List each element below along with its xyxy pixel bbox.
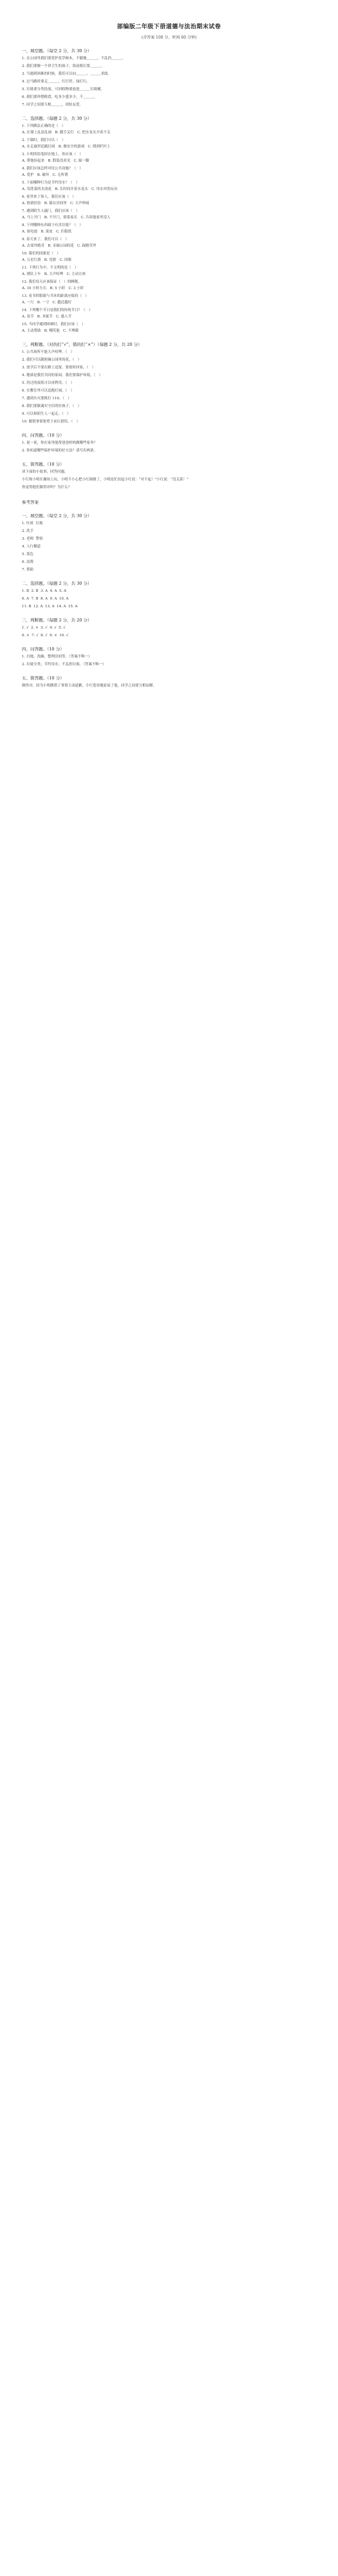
option-line: A. 去郊外踏青 B. 采摘公园的花 C. 踩踏草坪 [22, 244, 97, 248]
option-line: A. 爱护 B. 破坏 C. 无所谓 [22, 173, 68, 177]
question-line: 10. 我们的国旗是（ ） [22, 252, 61, 256]
question-line: 10. 做错事情要勇于承认错误。（ ） [22, 420, 80, 424]
answer-line: 2. 洗手 [22, 529, 33, 533]
answer-line: 11. B 12. A 13. A 14. A 15. A [22, 605, 78, 609]
option-line: A. 在走廊里追跑打闹 B. 做安全的游戏 C. 爬到栏杆上 [22, 145, 111, 149]
answer-line: 2. 垃圾分类；节约用水；不乱扔垃圾。（答案不唯一） [22, 663, 106, 667]
answer-line: 1. 吐痰 垃圾 [22, 522, 43, 526]
question-line: 1. 下列做法正确的是（ ） [22, 124, 66, 128]
answer-section [0, 499, 338, 688]
question-line: 6. 我们要珍惜粮食，吃多少盛多少，不＿＿＿。 [22, 95, 97, 99]
document-subtitle: (含答案 100 分，时间 60 分钟) [141, 35, 197, 40]
answer-line: 6. 浪费 [22, 560, 33, 564]
question-line: 7. 同学之间要互相＿＿＿，团结友爱。 [22, 103, 83, 107]
answer-line: 7. 帮助 [22, 568, 33, 572]
question-line: 6. 家里来了客人，我们应该（ ） [22, 195, 76, 199]
question-section [0, 48, 338, 490]
answer-line: 1. B 2. B 3. A 4. A 5. A [22, 589, 66, 593]
answer-part1-heading: 一、填空题。（每空 2 分，共 30 分） [22, 513, 92, 518]
option-line: A. 用洗菜的水浇花 B. 长时间开着水龙头 C. 用水冲洗玩具 [22, 187, 118, 191]
answer-line: 4. 人行横道 [22, 545, 41, 549]
question-line: 4. 我们应该怎样对待公共设施？（ ） [22, 167, 83, 171]
option-line: A. 春节 B. 圣诞节 C. 愚人节 [22, 315, 72, 319]
question-line: 1. 说一说，你在家里能帮爸爸妈妈做哪些家务？ [22, 441, 97, 445]
question-line: 8. 我们要做诚实守信的好孩子。（ ） [22, 404, 81, 408]
option-line: A. 10 小时左右 B. 5 小时 C. 3 小时 [22, 287, 84, 290]
question-line: 9. 可以和陌生人一起走。（ ） [22, 412, 71, 416]
question-line: 2. 我们可以随便摘公园里的花。（ ） [22, 358, 81, 362]
question-line: 5. 下面哪种行为是节约用水？（ ） [22, 181, 80, 185]
answer-part2-heading: 二、选择题。（每题 2 分，共 30 分） [22, 581, 92, 586]
question-line: 7. 遇到陌生人敲门，我们应该（ ） [22, 209, 80, 213]
question-line: 2. 下课时，我们可以（ ） [22, 138, 66, 142]
answer-line: 做得对。因为小明做错了事情主动道歉，小红宽容地原谅了他，同学之间要互相谅解。 [22, 684, 157, 688]
question-line: 8. 下列哪种东西属于有害垃圾？（ ） [22, 223, 83, 227]
question-line: 读下面的小故事，回答问题。 [22, 470, 68, 474]
part2-heading: 二、选择题。（每题 2 分，共 30 分） [22, 116, 92, 121]
question-line: 2. 我们要做一个讲卫生的孩子，饭前便后要＿＿＿。 [22, 64, 104, 68]
question-line: 6. 在教室里可以追跑打闹。（ ） [22, 389, 74, 393]
question-line: 11. 下列行为中，不文明的是（ ） [22, 266, 79, 270]
answer-part3-heading: 三、判断题。（每题 2 分，共 20 分） [22, 618, 92, 623]
question-line: 4. 地球是我们共同的家园，我们要保护环境。（ ） [22, 374, 102, 377]
question-line: 3. 小明的铅笔掉在地上，你应该（ ） [22, 153, 83, 156]
question-line: 7. 遇到火灾要拨打 119。（ ） [22, 397, 71, 401]
answer-line: 3. 老师 警察 [22, 537, 43, 541]
answer-line: 6. × 7. √ 8. √ 9. × 10. √ [22, 634, 69, 638]
option-line: A. 排队上车 B. 大声喧哗 C. 主动让座 [22, 272, 86, 276]
question-line: 5. 用过的废纸可以再利用。（ ） [22, 381, 74, 385]
question-line: 2. 你知道哪些保护环境的好方法？请写出两条。 [22, 449, 97, 453]
document-title: 部编版二年级下册道德与法治期末试卷 [117, 24, 221, 30]
option-line: A. 帮他捡起来 B. 假装没看见 C. 踩一脚 [22, 159, 89, 163]
option-line: A. 五星红旗 B. 党旗 C. 团旗 [22, 258, 72, 262]
question-line: 你觉得他们做得对吗？为什么？ [22, 486, 72, 489]
question-line: 3. 放学后不要在路上逗留，要按时回家。（ ） [22, 366, 95, 370]
answer-part5-heading: 五、简答题。（10 分） [22, 676, 64, 681]
question-line: 13. 看书时眼睛与书本的距离应保持（ ） [22, 294, 89, 298]
option-line: A. 废电池 B. 果皮 C. 旧报纸 [22, 230, 72, 234]
question-line: 1. 在公园里我们要爱护花草树木，不随地＿＿＿，不乱扔＿＿＿。 [22, 57, 126, 61]
part1-heading: 一、填空题。（每空 2 分，共 30 分） [22, 48, 92, 53]
question-line: 小红和小明在操场上玩，小明不小心把小红撞倒了，小明连忙扶起小红说：“对不起！”小红说：“没关系！” [22, 478, 189, 482]
question-line: 1. 公共场所不能大声喧哗。（ ） [22, 350, 74, 354]
answer-line: 1. √ 2. × 3. √ 4. √ 5. √ [22, 626, 66, 630]
answer-line: 6. A 7. B 8. A 9. A 10. A [22, 597, 69, 601]
answers-title: 参考答案 [22, 500, 39, 505]
answer-line: 5. 蓝色 [22, 553, 33, 556]
part5-heading: 五、简答题。（10 分） [22, 462, 64, 467]
question-line: 3. 当遇到困难的时候，我们可以向＿＿＿、＿＿＿求助。 [22, 72, 111, 76]
option-line: A. 热情招待 B. 躲在房间里 C. 大声吵闹 [22, 202, 89, 205]
question-line: 15. 当同学遇到困难时，我们应该（ ） [22, 323, 86, 327]
question-line: 14. 下列哪个节日是我们的传统节日？（ ） [22, 308, 93, 312]
question-line: 4. 过马路时要走＿＿＿，红灯停，绿灯行。 [22, 80, 90, 84]
option-line: A. 马上开门 B. 不开门，联系家长 C. 告诉他家里没人 [22, 216, 111, 220]
option-line: A. 在墙上乱涂乱画 B. 随手关灯 C. 把水龙头开着不关 [22, 131, 111, 135]
answer-part4-heading: 四、问答题。（10 分） [22, 647, 64, 652]
part3-heading: 三、判断题。（对的打“√”，错的打“×”）（每题 2 分，共 20 分） [22, 342, 142, 347]
question-line: 9. 春天来了，我们可以（ ） [22, 238, 69, 242]
question-line: 12. 我们每天应该保证（ ）的睡眠。 [22, 280, 82, 284]
option-line: A. 一尺 B. 一寸 C. 越近越好 [22, 301, 72, 305]
option-line: A. 主动帮助 B. 嘲笑他 C. 不理睬 [22, 329, 79, 333]
question-line: 5. 垃圾要分类投放，可回收物要放进＿＿＿垃圾桶。 [22, 88, 104, 91]
answer-line: 1. 扫地、洗碗、整理房间等。（答案不唯一） [22, 655, 92, 659]
part4-heading: 四、问答题。（10 分） [22, 433, 64, 438]
